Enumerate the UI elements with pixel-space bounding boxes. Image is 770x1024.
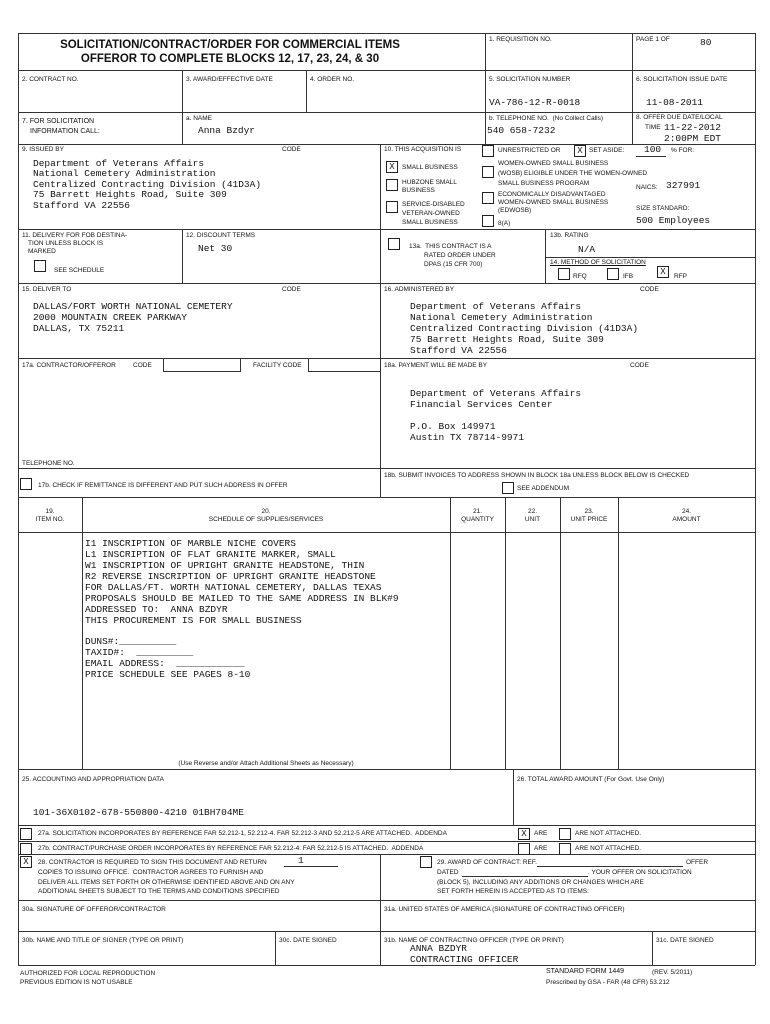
rated-order-label3: DPAS (15 CFR 700) [424, 261, 483, 268]
27b-label: 27b. CONTRACT/PURCHASE ORDER INCORPORATES BY REFERENCE FAR 52.212-4. FAR 52.212-5 IS ATTACHED. ADDENDA [38, 845, 424, 852]
27a-label: 27a. SOLICITATION INCORPORATES BY REFERENCE FAR 52.212-1, 52.212-4. FAR 52.212-3 AND 52.212-5 ARE ATTACHED. ADDENDA [38, 830, 447, 837]
ifb-checkbox[interactable] [607, 268, 619, 280]
edwosb-label3: (EDWOSB) [498, 207, 532, 214]
27a-are-not-label: ARE NOT ATTACHED. [575, 830, 642, 837]
eight-a-checkbox[interactable] [482, 215, 494, 227]
footer-edition: PREVIOUS EDITION IS NOT USABLE [20, 979, 133, 986]
contact-name-label: a. NAME [186, 115, 213, 122]
naics-label: NAICS: [636, 184, 658, 191]
28-label3: DELIVER ALL ITEMS SET FORTH OR OTHERWISE IDENTIFIED ABOVE AND ON ANY [38, 879, 295, 886]
edwosb-label2: WOMEN-OWNED SMALL BUSINESS [498, 199, 609, 206]
schedule-line: FOR DALLAS/FT. WORTH NATIONAL CEMETERY, DALLAS TEXAS [85, 582, 382, 593]
quantity-header: 21. [472, 508, 483, 515]
eight-a-label: 8(A) [498, 220, 511, 227]
telephone-no-label: TELEPHONE NO. [22, 460, 75, 467]
schedule-line: THIS PROCUREMENT IS FOR SMALL BUSINESS [85, 615, 302, 626]
deliver-to-line: DALLAS, TX 75211 [33, 323, 125, 334]
solicitation-number-label: 5. SOLICITATION NUMBER [489, 76, 571, 83]
27b-are-checkbox[interactable] [518, 843, 530, 855]
rated-order-checkbox[interactable] [388, 238, 400, 250]
method-label: 14. METHOD OF SOLICITATION [550, 259, 646, 266]
schedule-line: L1 INSCRIPTION OF FLAT GRANITE MARKER, SMALL [85, 549, 336, 560]
quantity-header2: QUANTITY [461, 516, 494, 523]
issued-by-line: National Cemetery Administration [33, 168, 216, 179]
issued-by-line: Centralized Contracting Division (41D3A) [33, 179, 262, 190]
payment-line: Department of Veterans Affairs [410, 388, 582, 399]
unrestricted-label: UNRESTRICTED OR [498, 147, 561, 154]
contact-name[interactable]: Anna Bzdyr [198, 125, 256, 136]
schedule-line: W1 INSCRIPTION OF UPRIGHT GRANITE HEADSTONE, THIN [85, 560, 365, 571]
payment-line: Austin TX 78714-9971 [410, 432, 525, 443]
footer-prescribed: Prescribed by GSA - FAR (48 CFR) 53.212 [546, 979, 670, 986]
unit-header: 22. [527, 508, 538, 515]
see-addendum-label: SEE ADDENDUM [517, 485, 570, 492]
continuation-note: (Use Reverse and/or Attach Additional Sheets as Necessary) [178, 760, 354, 767]
solicitation-info-label2: INFORMATION CALL: [30, 128, 100, 135]
issued-by-code-label: CODE [282, 146, 301, 153]
ifb-label: IFB [623, 273, 634, 280]
29-label3: . YOUR OFFER ON SOLICITATION [588, 869, 692, 876]
sdvosb-label: SERVICE-DISABLED [402, 201, 465, 208]
schedule-line: ADDRESSED TO: ANNA BZDYR [85, 604, 228, 615]
see-addendum-checkbox[interactable] [502, 482, 514, 494]
offer-ref-field[interactable] [537, 857, 683, 867]
solicitation-info-label: 7. FOR SOLICITATION [22, 118, 95, 125]
deliver-to-line: DALLAS/FORT WORTH NATIONAL CEMETERY [33, 301, 233, 312]
taxid-field[interactable]: TAXID#: __________ [85, 647, 194, 658]
time-label: TIME [645, 124, 661, 131]
rfp-label: RFP [674, 273, 687, 280]
schedule-line: PROPOSALS SHOULD BE MAILED TO THE SAME ADDRESS IN BLK#9 [85, 593, 399, 604]
administered-by-line: Stafford VA 22556 [410, 345, 507, 356]
acquisition-label: 10. THIS ACQUISITION IS [384, 146, 462, 153]
unit-price-header: 23. [584, 508, 594, 515]
29-label5: SET FORTH HEREIN IS ACCEPTED AS TO ITEMS: [437, 888, 589, 895]
27a-checkbox[interactable] [20, 828, 32, 840]
issued-by-line: 75 Barrett Heights Road, Suite 309 [33, 189, 227, 200]
amount-header2: AMOUNT [672, 516, 701, 523]
unrestricted-checkbox[interactable] [482, 145, 494, 157]
schedule-header2: SCHEDULE OF SUPPLIES/SERVICES [208, 516, 324, 523]
offer-due-label: 8. OFFER DUE DATE/LOCAL [636, 114, 723, 121]
facility-code-label: FACILITY CODE [253, 362, 302, 369]
deliver-to-code-label: CODE [282, 286, 301, 293]
sdvosb-label2: VETERAN-OWNED [402, 210, 460, 217]
deliver-to-label: 15. DELIVER TO [22, 286, 72, 293]
total-award-label: 26. TOTAL AWARD AMOUNT (For Govt. Use Only) [517, 776, 665, 783]
payment-code-label: CODE [630, 362, 649, 369]
footer-form-number: STANDARD FORM 1449 [546, 968, 625, 975]
price-schedule-note: PRICE SCHEDULE SEE PAGES 8-10 [85, 669, 251, 680]
29-checkbox[interactable] [420, 856, 432, 868]
see-schedule-checkbox[interactable] [34, 260, 46, 272]
offer-due-date[interactable]: 11-22-2012 [664, 122, 722, 133]
27a-are-label: ARE [534, 830, 548, 837]
signer-name-label: 30b. NAME AND TITLE OF SIGNER (TYPE OR PRINT) [22, 937, 184, 944]
issue-date-label: 6. SOLICITATION ISSUE DATE [636, 76, 728, 83]
size-standard-label: SIZE STANDARD: [636, 205, 690, 212]
hubzone-checkbox[interactable] [386, 179, 398, 191]
email-field[interactable]: EMAIL ADDRESS: ____________ [85, 658, 245, 669]
footer-reproduction: AUTHORIZED FOR LOCAL REPRODUCTION [20, 970, 156, 977]
administered-by-line: Centralized Contracting Division (41D3A) [410, 323, 639, 334]
28-checkbox[interactable]: X [20, 856, 32, 868]
rating-value: N/A [578, 244, 596, 255]
set-aside-label: SET ASIDE: [589, 147, 625, 154]
contractor-label: 17a. CONTRACTOR/OFFEROR [22, 362, 116, 369]
sdvosb-label3: SMALL BUSINESS [402, 219, 458, 226]
hubzone-label2: BUSINESS [402, 187, 435, 194]
set-aside-checkbox[interactable]: X [574, 145, 586, 157]
27a-are-checkbox[interactable]: X [518, 828, 530, 840]
award-date-label: 3. AWARD/EFFECTIVE DATE [186, 76, 273, 83]
payment-by-label: 18a. PAYMENT WILL BE MADE BY [384, 362, 488, 369]
facility-code-field[interactable] [308, 359, 381, 372]
co-date-signed-label: 31c. DATE SIGNED [656, 937, 714, 944]
discount-terms-label: 12. DISCOUNT TERMS [186, 232, 256, 239]
rfq-checkbox[interactable] [558, 268, 570, 280]
29-label4: (BLOCK 5), INCLUDING ANY ADDITIONS OR CHANGES WHICH ARE [437, 879, 644, 886]
telephone[interactable]: 540 658-7232 [487, 125, 556, 136]
29-dated-label: DATED [437, 869, 459, 876]
naics-code: 327991 [666, 180, 701, 191]
administered-by-line: 75 Barrett Heights Road, Suite 309 [410, 334, 604, 345]
edwosb-checkbox[interactable] [482, 192, 494, 204]
payment-line: P.O. Box 149971 [410, 421, 496, 432]
page-label: PAGE 1 OF [636, 36, 670, 43]
delivery-label2: TION UNLESS BLOCK IS [28, 240, 104, 247]
page-total: 80 [700, 37, 712, 48]
discount-terms[interactable]: Net 30 [198, 243, 233, 254]
issued-by-line: Department of Veterans Affairs [33, 158, 205, 169]
contractor-code-label: CODE [133, 362, 152, 369]
29-offer-label: OFFER [686, 859, 709, 866]
delivery-label: 11. DELIVERY FOR FOB DESTINA- [22, 232, 128, 239]
27a-are-not-checkbox[interactable] [559, 828, 571, 840]
wosb-checkbox[interactable] [482, 166, 494, 178]
copies-value: 1 [298, 855, 304, 866]
deliver-to-line: 2000 MOUNTAIN CREEK PARKWAY [33, 312, 187, 323]
wosb-label2: (WOSB) ELIGIBLE UNDER THE WOMEN-OWNED [498, 170, 648, 177]
delivery-label3: MARKED [28, 248, 56, 255]
amount-header: 24. [681, 508, 692, 515]
27b-are-label: ARE [534, 845, 548, 852]
administered-by-line: Department of Veterans Affairs [410, 301, 582, 312]
solicitation-number[interactable]: VA-786-12-R-0018 [489, 97, 581, 108]
offeror-date-signed-label: 30c. DATE SIGNED [279, 937, 337, 944]
rated-order-label: 13a. THIS CONTRACT IS A [409, 243, 492, 250]
rfp-checkbox[interactable]: X [657, 266, 669, 278]
small-business-label: SMALL BUSINESS [402, 164, 458, 171]
rfq-label: RFQ [573, 273, 587, 280]
offeror-signature-label: 30a. SIGNATURE OF OFFEROR/CONTRACTOR [22, 906, 166, 913]
form-title-line1: SOLICITATION/CONTRACT/ORDER FOR COMMERCIAL ITEMS [60, 39, 400, 51]
28-label: 28. CONTRACTOR IS REQUIRED TO SIGN THIS DOCUMENT AND RETURN [38, 859, 267, 866]
rating-label: 13b. RATING [550, 232, 589, 239]
remittance-checkbox[interactable] [20, 478, 32, 490]
schedule-line: I1 INSCRIPTION OF MARBLE NICHE COVERS [85, 538, 296, 549]
administered-by-line: National Cemetery Administration [410, 312, 593, 323]
item-no-header2: ITEM NO. [35, 516, 65, 523]
sdvosb-checkbox[interactable] [386, 201, 398, 213]
28-label4: ADDITIONAL SHEETS SUBJECT TO THE TERMS AND CONDITIONS SPECIFIED [38, 888, 280, 895]
28-label2: COPIES TO ISSUING OFFICE. CONTRACTOR AGREES TO FURNISH AND [38, 869, 264, 876]
offer-due-time[interactable]: 2:00PM EDT [664, 133, 722, 144]
issued-by-line: Stafford VA 22556 [33, 200, 130, 211]
see-schedule-label: SEE SCHEDULE [54, 267, 105, 274]
remittance-label: 17b. CHECK IF REMITTANCE IS DIFFERENT AND PUT SUCH ADDRESS IN OFFER [38, 482, 288, 489]
submit-invoices-label: 18b. SUBMIT INVOICES TO ADDRESS SHOWN IN BLOCK 18a UNLESS BLOCK BELOW IS CHECKED [384, 472, 690, 479]
hubzone-label: HUBZONE SMALL [402, 179, 457, 186]
duns-field[interactable]: DUNS#:__________ [85, 636, 177, 647]
form-title-line2: OFFEROR TO COMPLETE BLOCKS 12, 17, 23, 24, & 30 [80, 53, 380, 65]
percent-for-label: % FOR: [671, 147, 695, 154]
order-no-label: 4. ORDER NO. [310, 76, 355, 83]
co-signature-label: 31a. UNITED STATES OF AMERICA (SIGNATURE OF CONTRACTING OFFICER) [384, 906, 625, 913]
27b-are-not-label: ARE NOT ATTACHED. [575, 845, 642, 852]
copies-field[interactable] [284, 857, 338, 867]
wosb-label3: SMALL BUSINESS PROGRAM [498, 180, 590, 187]
unit-price-header2: UNIT PRICE [570, 516, 608, 523]
small-business-checkbox[interactable]: X [386, 161, 398, 173]
issued-by-label: 9. ISSUED BY [22, 146, 64, 153]
administered-by-label: 16. ADMINISTERED BY [384, 286, 455, 293]
co-name-label: 31b. NAME OF CONTRACTING OFFICER (TYPE OR PRINT) [384, 937, 564, 944]
wosb-label: WOMEN-OWNED SMALL BUSINESS [498, 160, 609, 167]
co-name: ANNA BZDYR [410, 943, 468, 954]
size-standard: 500 Employees [636, 215, 711, 226]
contract-no-label: 2. CONTRACT NO. [22, 76, 79, 83]
contractor-code-field[interactable] [163, 359, 241, 372]
requisition-label: 1. REQUISITION NO. [489, 36, 552, 43]
27b-checkbox[interactable] [20, 843, 32, 855]
29-label: 29. AWARD OF CONTRACT: REF. [437, 859, 537, 866]
unit-header2: UNIT [524, 516, 541, 523]
schedule-line: R2 REVERSE INSCRIPTION OF UPRIGHT GRANITE HEADSTONE [85, 571, 376, 582]
issue-date[interactable]: 11-08-2011 [646, 97, 704, 108]
accounting-label: 25. ACCOUNTING AND APPROPRIATION DATA [22, 776, 164, 783]
administered-by-code-label: CODE [640, 286, 659, 293]
telephone-label: b. TELEPHONE NO. (No Collect Calls) [489, 115, 604, 122]
accounting-data: 101-36X0102-678-550800-4210 01BH704ME [33, 807, 244, 818]
item-no-header: 19. [45, 508, 55, 515]
offer-date-field[interactable] [462, 867, 588, 877]
footer-revision: (REV. 5/2011) [652, 969, 693, 976]
co-title: CONTRACTING OFFICER [410, 954, 519, 965]
27b-are-not-checkbox[interactable] [559, 843, 571, 855]
edwosb-label: ECONOMICALLY DISADVANTAGED [498, 191, 606, 198]
set-aside-percent: 100 [644, 144, 662, 155]
rated-order-label2: RATED ORDER UNDER [424, 252, 496, 259]
payment-line: Financial Services Center [410, 399, 553, 410]
schedule-header: 20. [261, 508, 271, 515]
